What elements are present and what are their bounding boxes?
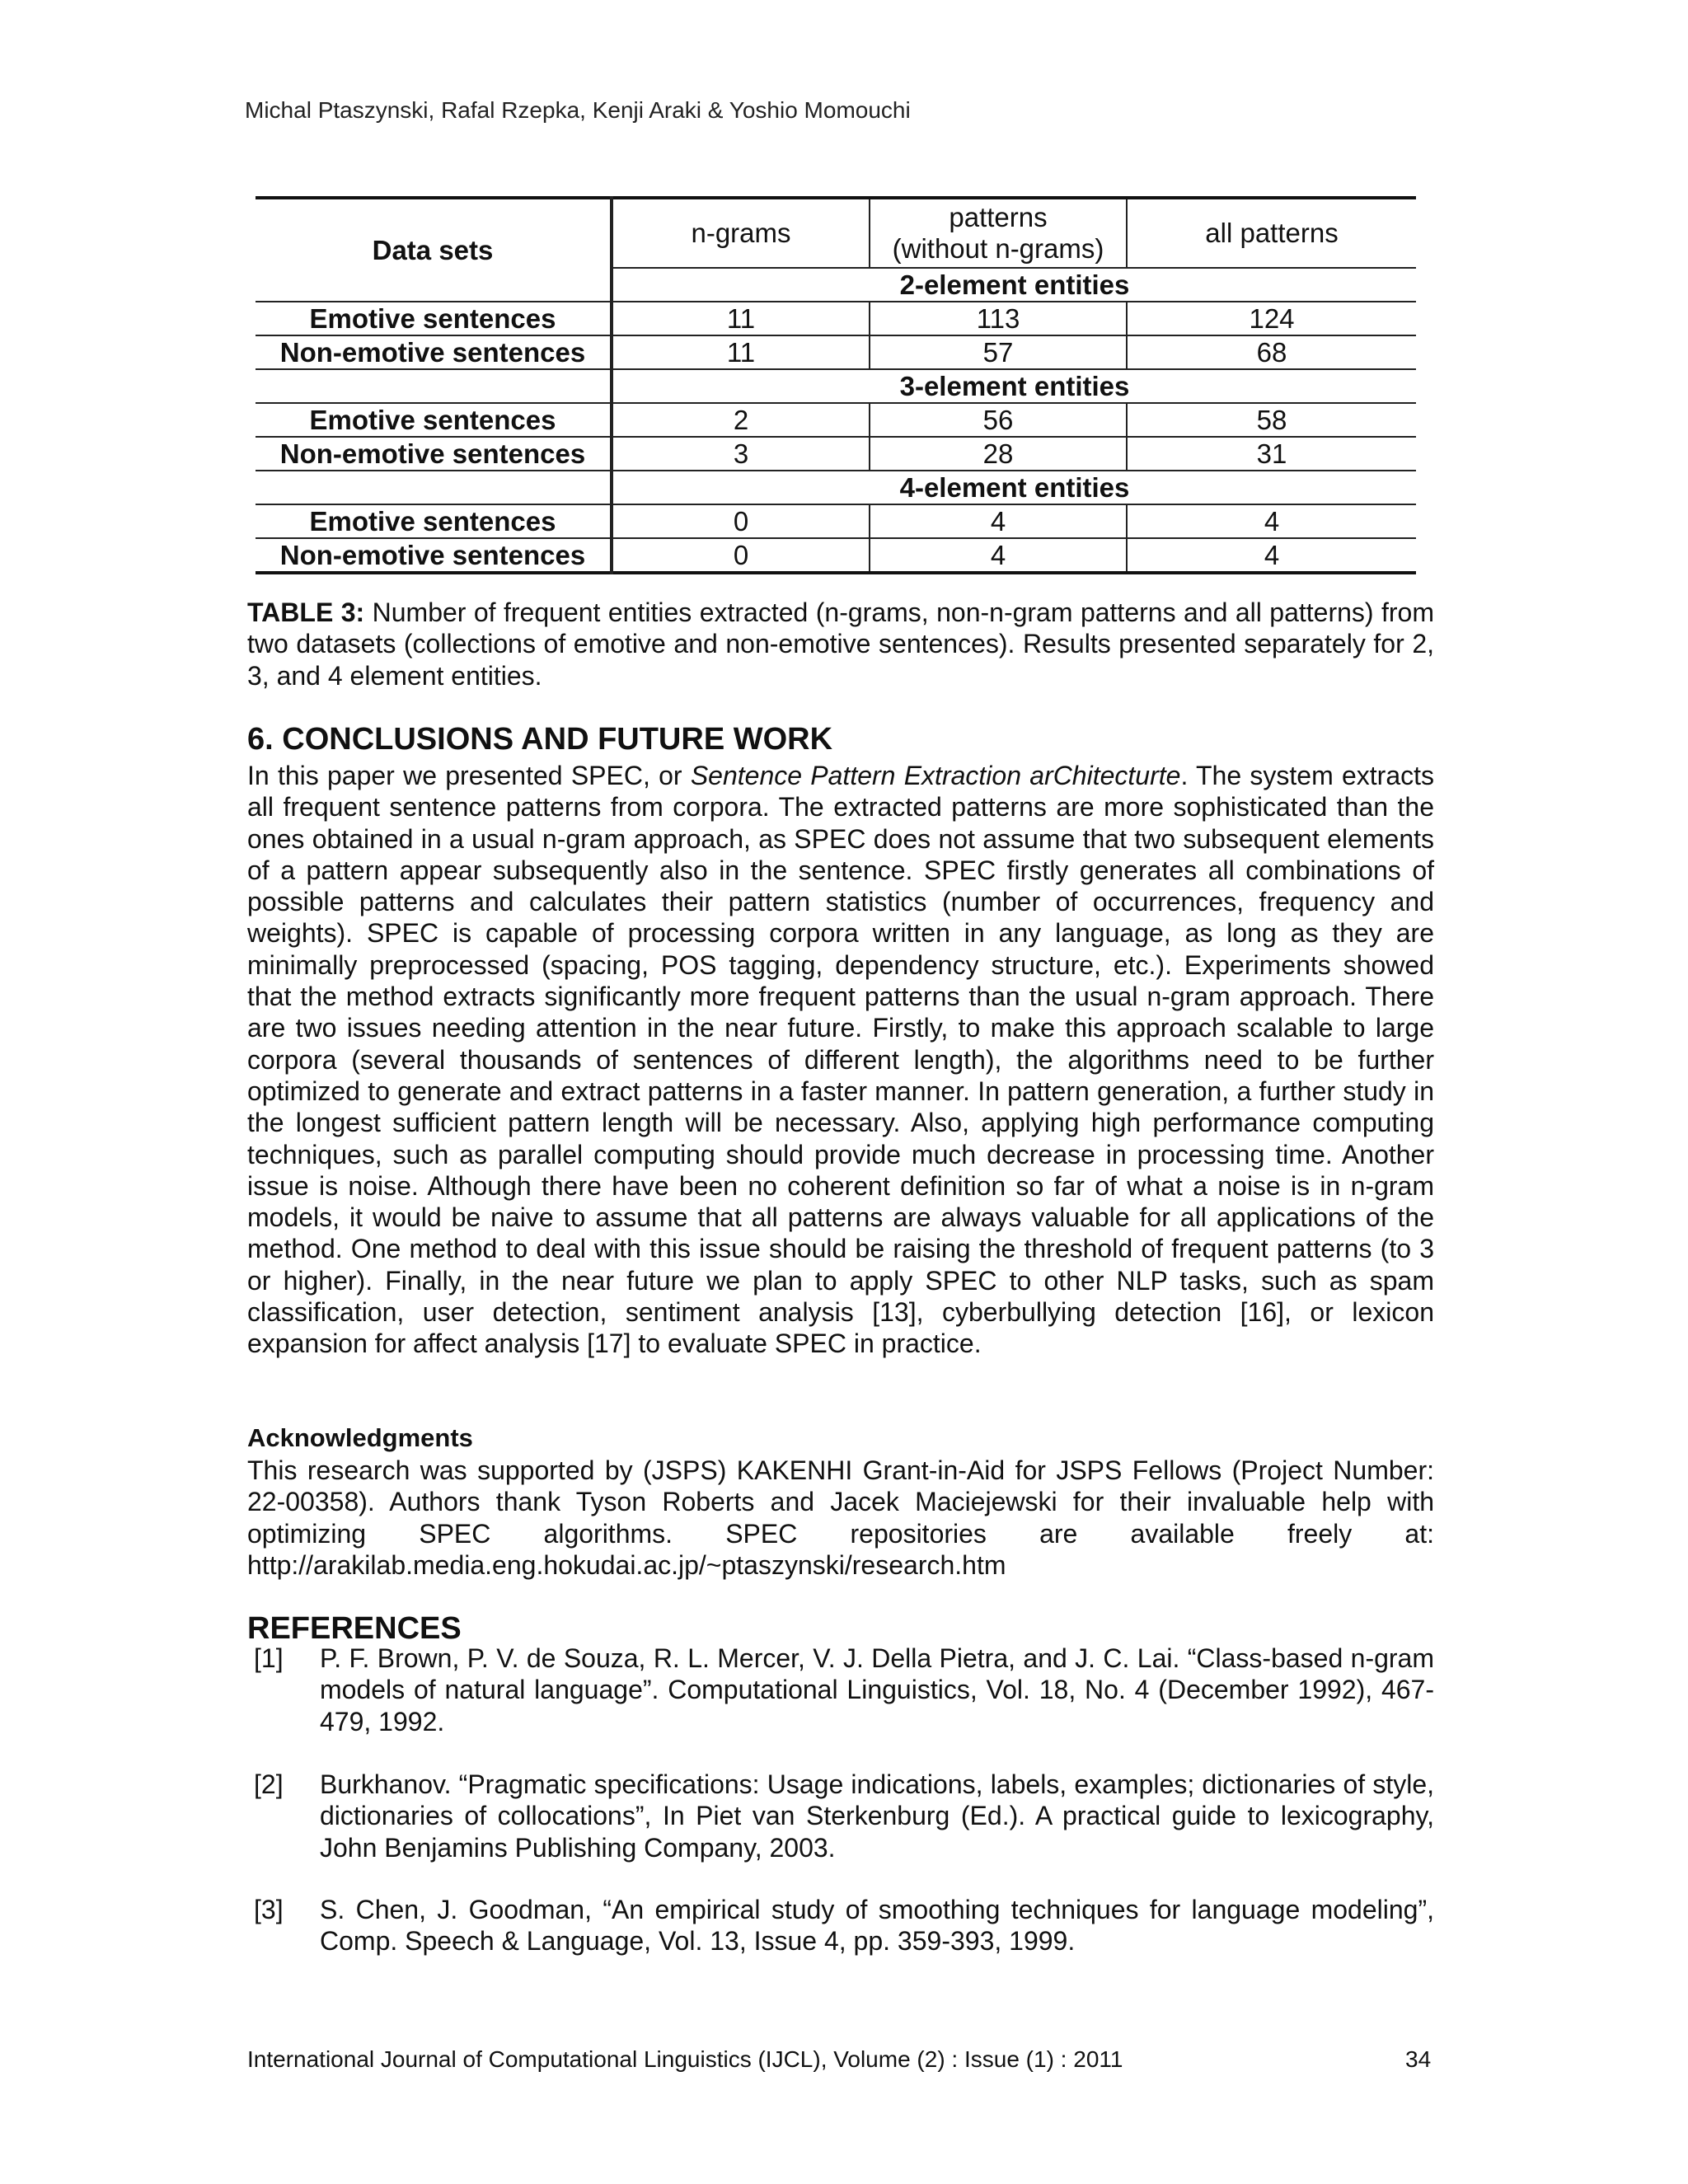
- header-patterns-line1: patterns: [949, 202, 1048, 232]
- group-title: 2-element entities: [612, 268, 1416, 302]
- row-label: Emotive sentences: [256, 302, 612, 335]
- reference-item: [247, 1643, 1434, 1737]
- conclusions-paragraph: [247, 760, 1434, 1360]
- header-ngrams: n-grams: [612, 198, 870, 268]
- cell-ngrams: 0: [612, 504, 870, 538]
- group-title: 3-element entities: [612, 369, 1416, 403]
- header-patterns: [870, 198, 1127, 268]
- acknowledgments-title: Acknowledgments: [247, 1423, 473, 1452]
- row-label: Non-emotive sentences: [256, 538, 612, 573]
- reference-item: [247, 1894, 1434, 1957]
- running-head-authors: Michal Ptaszynski, Rafal Rzepka, Kenji Araki & Yoshio Momouchi: [245, 97, 911, 123]
- header-data-sets: Data sets: [256, 198, 612, 302]
- table-row: [256, 302, 1416, 335]
- group-title: 4-element entities: [612, 471, 1416, 504]
- table-row: [256, 437, 1416, 471]
- cell-patterns: 4: [870, 538, 1127, 573]
- cell-all: 4: [1127, 504, 1416, 538]
- cell-ngrams: 3: [612, 437, 870, 471]
- caption-text: Number of frequent entities extracted (n-grams, non-n-gram patterns and all patterns) from two datasets (collections of emotive and non-emotive sentences). Results presented separately for 2, 3, and 4 element entities.: [247, 598, 1435, 691]
- row-label: Non-emotive sentences: [256, 335, 612, 369]
- cell-all: 68: [1127, 335, 1416, 369]
- caption-label: TABLE 3:: [247, 598, 365, 627]
- cell-patterns: 56: [870, 403, 1127, 437]
- reference-item: [247, 1769, 1434, 1863]
- group-spacer: [256, 369, 612, 403]
- reference-text: S. Chen, J. Goodman, “An empirical study of smoothing techniques for language modeling”, Comp. Speech & Language, Vol. 13, Issue 4, pp. 359-393, 1999.: [320, 1895, 1434, 1957]
- footer-journal: International Journal of Computational Linguistics (IJCL), Volume (2) : Issue (1) : 2011: [247, 2046, 1123, 2072]
- table-row: [256, 403, 1416, 437]
- group-row: [256, 369, 1416, 403]
- cell-patterns: 113: [870, 302, 1127, 335]
- group-spacer: [256, 471, 612, 504]
- table-header-row: [256, 198, 1416, 268]
- cell-patterns: 4: [870, 504, 1127, 538]
- paragraph-body: . The system extracts all frequent sentence patterns from corpora. The extracted patterns are more sophisticated than the ones obtained in a usual n-gram approach, as SPEC does not assume that two subsequent elements of a pattern appear subsequently also in the sentence. SPEC firstly generates all combinations of possible patterns and calculates their pattern statistics (number of occurrences, frequency and weights). SPEC is capable of processing corpora written in any language, as long as they are minimally preprocessed (spacing, POS tagging, dependency structure, etc.). Experiments showed that the method extracts significantly more frequent patterns than the usual n-gram approach. There are two issues needing attention in the near future. Firstly, to make this approach scalable to large corpora (several thousands of sentences of different length), the algorithms need to be further optimized to generate and extract patterns in a faster manner. In pattern generation, a further study in the longest sufficient pattern length will be necessary. Also, applying high performance computing techniques, such as parallel computing should provide much decrease in processing time. Another issue is noise. Although there have been no coherent definition so far of what a noise is in n-gram models, it would be naive to assume that all patterns are always valuable for all applications of the method. One method to deal with this issue should be raising the threshold of frequent patterns (to 3 or higher). Finally, in the near future we plan to apply SPEC to other NLP tasks, such as spam classification, user detection, sentiment analysis [13], cyberbullying detection [16], or lexicon expansion for affect analysis [17] to evaluate SPEC in practice.: [247, 761, 1435, 1359]
- reference-number: [1]: [254, 1643, 284, 1673]
- header-all-patterns: all patterns: [1127, 198, 1416, 268]
- results-table: [256, 196, 1416, 574]
- reference-number: [3]: [254, 1895, 284, 1924]
- section-title: 6. CONCLUSIONS AND FUTURE WORK: [247, 722, 833, 757]
- cell-all: 4: [1264, 540, 1280, 570]
- acknowledgments-text: This research was supported by (JSPS) KAKENHI Grant-in-Aid for JSPS Fellows (Project Number: 22-00358). Authors thank Tyson Roberts and Jacek Maciejewski for their invaluable help with optimizing SPEC algorithms. SPEC repositories are available freely at: http://arakilab.media.eng.hokudai.ac.jp/~ptaszynski/research.htm: [247, 1455, 1434, 1580]
- cell-patterns: 57: [870, 335, 1127, 369]
- table-caption: [247, 597, 1434, 691]
- cell-patterns: 28: [870, 437, 1127, 471]
- row-label: Emotive sentences: [256, 403, 612, 437]
- paragraph-italic-term: Sentence Pattern Extraction arChitecturte: [690, 761, 1181, 790]
- cell-ngrams: 11: [612, 335, 870, 369]
- row-label: Non-emotive sentences: [256, 437, 612, 471]
- table-row: [256, 335, 1416, 369]
- cell-all: 31: [1127, 437, 1416, 471]
- references-title: REFERENCES: [247, 1611, 462, 1646]
- footer-page-number: 34: [1405, 2046, 1432, 2072]
- reference-text: P. F. Brown, P. V. de Souza, R. L. Mercer, V. J. Della Pietra, and J. C. Lai. “Class-based n-gram models of natural language”. Computational Linguistics, Vol. 18, No. 4 (December 1992), 467-479, 1992.: [320, 1643, 1434, 1736]
- cell-all: 58: [1127, 403, 1416, 437]
- table-row: [256, 538, 1416, 573]
- row-label: Emotive sentences: [256, 504, 612, 538]
- cell-ngrams: 0: [612, 538, 870, 573]
- paragraph-intro: In this paper we presented SPEC, or: [247, 761, 691, 790]
- cell-all: 124: [1127, 302, 1416, 335]
- reference-text: Burkhanov. “Pragmatic specifications: Usage indications, labels, examples; dictionaries of style, dictionaries of collocations”, In Piet van Sterkenburg (Ed.). A practical guide to lexicography, John Benjamins Publishing Company, 2003.: [320, 1769, 1434, 1863]
- cell-ngrams: 11: [612, 302, 870, 335]
- header-patterns-line2: (without n-grams): [892, 233, 1104, 264]
- cell-ngrams: 2: [612, 403, 870, 437]
- reference-number: [2]: [254, 1769, 284, 1799]
- table-row: [256, 504, 1416, 538]
- group-row: [256, 471, 1416, 504]
